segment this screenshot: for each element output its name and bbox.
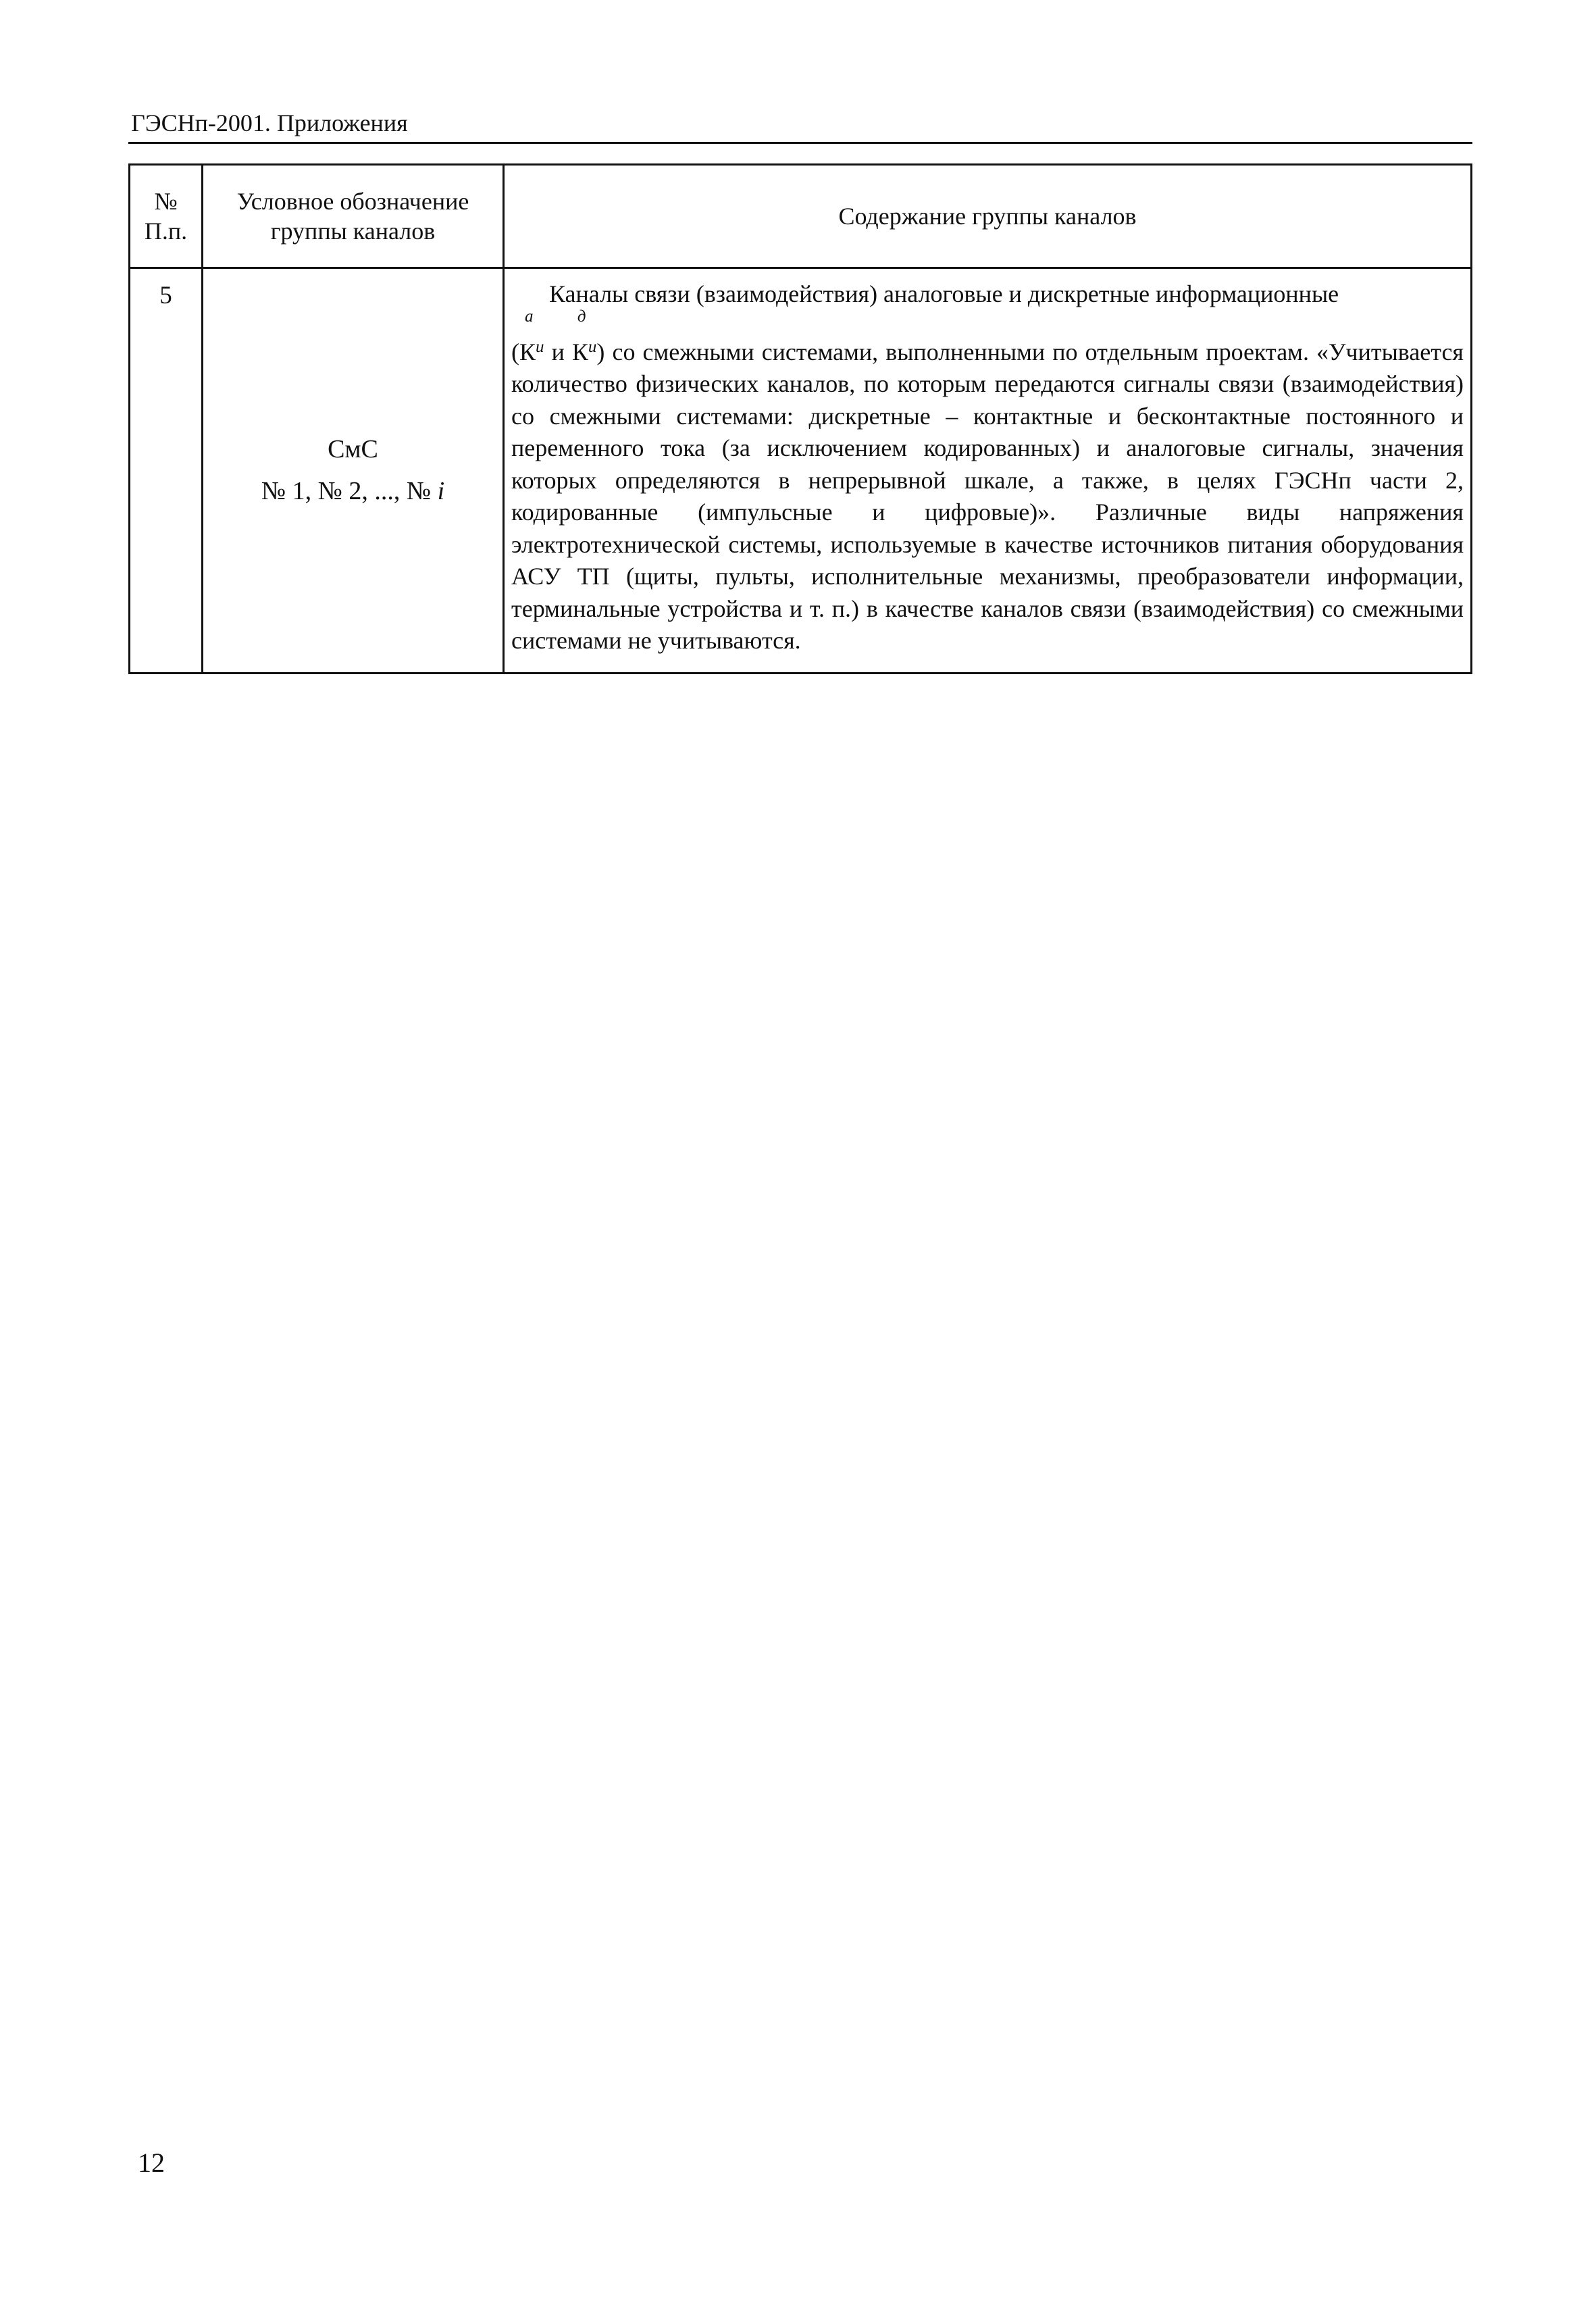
k-discrete-letter: К — [571, 338, 588, 365]
k-discrete-symbol — [571, 307, 597, 369]
channel-groups-table — [128, 163, 1472, 674]
k-and: и — [544, 338, 572, 365]
k-open: ( — [511, 338, 519, 365]
column-header-content — [504, 165, 1472, 268]
row-code-numbers-italic: i — [437, 477, 445, 506]
column-header-code — [203, 165, 504, 268]
column-header-code-text: Условное обозначение группы каналов — [236, 188, 469, 245]
k-close: ) — [596, 338, 605, 365]
k-analog-sub: и — [536, 337, 544, 356]
running-header-title: ГЭСНп-2001. Приложения — [131, 109, 408, 136]
k-analog-symbol — [519, 307, 544, 369]
row-code-name: СмС — [328, 435, 378, 464]
table-header-row — [130, 165, 1472, 268]
row-content-body — [511, 307, 1464, 657]
row-content-cell — [504, 268, 1472, 673]
row-number: 5 — [159, 282, 172, 309]
table-row — [130, 268, 1472, 673]
row-content-tail: со смежными системами, выполненными по отдельным проектам. «Учитывается количество физических каналов, по которым передаются сигналы связи (взаимодействия) со смежными системами: дискретные – контактные и бесконтактные постоянного и переменного тока (за исключением кодированных) и аналоговые сигналы, значения которых определяются в непрерывной шкале, а также, в целях ГЭСНп части 2, кодированные (импульсные и цифровые)». Различные виды напряжения электротехнической системы, используемые в качестве источников питания оборудования АСУ ТП (щиты, пульты, исполнительные механизмы, преобразователи информации, терминальные устройства и т. п.) в качестве каналов связи (взаимодействия) со смежными системами не учитываются. — [511, 338, 1464, 654]
row-number-cell — [130, 268, 203, 673]
column-header-content-text: Содержание группы каналов — [838, 203, 1137, 230]
row-content-lead: Каналы связи (взаимодействия) аналоговые и дискретные информационные — [549, 280, 1339, 307]
running-header — [128, 107, 1472, 144]
k-discrete-sub: и — [588, 337, 597, 356]
row-code-numbers — [203, 470, 503, 512]
k-analog-sup: а — [525, 307, 534, 326]
row-code-numbers-text: № 1, № 2, ..., № — [261, 477, 438, 506]
column-header-number-text: № П.п. — [144, 188, 188, 245]
row-code-cell — [203, 268, 504, 673]
k-discrete-sup: д — [577, 307, 586, 326]
column-header-number — [130, 165, 203, 268]
page-number: 12 — [138, 2147, 165, 2178]
k-analog-letter: К — [519, 338, 536, 365]
